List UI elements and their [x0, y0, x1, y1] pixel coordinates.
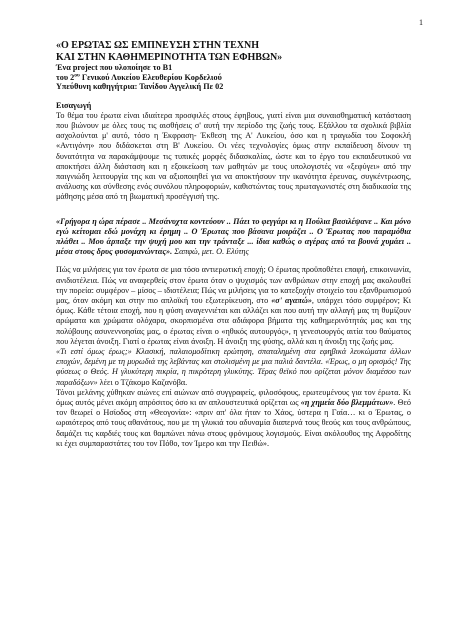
paragraph-2-text: Πώς να μιλήσεις για τον έρωτα σε μια τόσο αντιερωτική εποχή; Ο έρωτας προϋποθέτει επαφή, επικοινωνία, ανιδιοτέλεια. Πώς να αναφερθείς στον έρωτα όταν ο ψυχισμός των ανθρώπων στην εποχή μας ακολουθεί την πορεία: συμφέρον – μίσος – ιδιοτέλεια; Πώς να μιλήσεις για το κατεξοχήν στοιχείο του εξανθρωπισμού μας, όταν ακόμη και στην πιο απλοϊκή του εξωτερίκευση, στο	[56, 265, 411, 306]
intro-heading: Εισαγωγή	[56, 100, 92, 110]
paragraph-3-tail: λέει ο Τζάκομο Καζανόβα.	[97, 377, 188, 387]
paragraph-3-italic: «Τι εστί όμως έρως;» Κλασική, παλαιομοδίτικη ερώτηση, σπαταλημένη στα εφηβικά λευκώματα άλλων εποχών, δεμένη με τη μυρωδιά της λεβάντας και στολισμένη με μια παλιά δαντέλα. «Έρως, ο μη ορισμός! Της φύσεως ο Θεός. Η γλυκύτερη πικρία, η πικρότερη γλυκύτης. Τέρας θεϊκό που ορίζεται μόνον διαμέσου των παραδόξων»	[56, 347, 411, 387]
project-line-2	[56, 73, 411, 83]
paragraph-2-emphasis: «σ' αγαπώ»	[271, 296, 312, 306]
project-line-2-post: Γενικού Λυκείου Ελευθερίου Κορδελιού	[79, 72, 222, 82]
paragraph-2	[56, 265, 411, 347]
title-line-1: «Ο ΕΡΩΤΑΣ ΩΣ ΕΜΠΝΕΥΣΗ ΣΤΗΝ ΤΕΧΝΗ	[56, 40, 259, 51]
paragraph-4-pre: Τόνοι μελάνης χύθηκαν αιώνες επί αιώνων από συγγραφείς, φιλοσόφους, ερωτευμένους για τον έρωτα. Κι όμως αυτός μένει ακόμη απρόσιτος όσο κι αν απλουστευτικά ορίζεται ως	[56, 387, 411, 408]
paragraph-4-emphasis: «η χημεία δύο βλεμμάτων»	[300, 398, 394, 408]
document-body	[56, 40, 411, 449]
intro-paragraph: Το θέμα του έρωτα είναι ιδιαίτερα προσφιλές στους έφηβους, γιατί είναι μια συναισθηματική κατάσταση που βιώνουν με όλες τους τις αισθήσεις σ' αυτή την περίοδο της ζωής τους. Εξάλλου τα σχολικά βιβλία ασχολούνται μ' αυτό, τόσο η Έκφραση- Έκθεση της Α' Λυκείου, όσο και η τραγωδία του Σοφοκλή «Αντιγόνη» που διδάσκεται στη Β' Λυκείου. Οι νέες τεχνολογίες όμως στην εκπαίδευση δίνουν τη δυνατότητα να παρακάμψουμε τις τυπικές μορφές διδασκαλίας, ώστε και το έργο του εκπαιδευτικού να αποκτήσει άλλη διάσταση και η εξοικείωση των μαθητών με τους υπολογιστές να «ξεφύγει» από την παιγνιώδη λειτουργία της και να αξιοποιηθεί για να αποκτήσουν την ικανότητα έρευνας, συγκέντρωσης, ανάλυσης και σύνθεσης ενός συνόλου πληροφοριών, καθιστώντας τους πρωταγωνιστές στη διαδικασία της μάθησης μέσα από τη βιωματική προσέγγισή της.	[56, 110, 411, 202]
ordinal-superscript: ου	[74, 71, 80, 78]
project-line-2-pre: του 2	[56, 72, 75, 82]
sappho-quote	[56, 217, 411, 258]
title-line-2: ΚΑΙ ΣΤΗΝ ΚΑΘΗΜΕΡΙΝΟΤΗΤΑ ΤΩΝ ΕΦΗΒΩΝ»	[56, 51, 283, 63]
paragraph-2-tail: , υπάρχει τόσο συμφέρον; Κι όμως. Κάθε τέτοια εποχή, που η φύση αναγεννιέται και αλλάζει και που αυτή την αλλαγή μας τη θυμίζουν αρώματα και χρώματα ολόχαρα, σκορπισμένα στα αδιάφορα βήματα της καθημερινότητάς μας και της πολύβουης ασυνεννοησίας μας, ο έρωτας είναι ο «ηθικός αυτουργός», η γενεσιουργός αιτία του θαύματος που λέγεται άνοιξη. Γιατί ο έρωτας είναι άνοιξη. Η άνοιξη της φύσης, αλλά και η άνοιξη της ζωής μας.	[56, 296, 411, 346]
teacher-line: Υπεύθυνη καθηγήτρια: Τανίδου Αγγελική Πε 02	[56, 82, 224, 92]
quote-text: «Γρήγορα η ώρα πέρασε .. Μεσάνυχτα κοντεύουν .. Πάει το φεγγάρι κι η Πούλια βασιλέψανε .. Και μόνο εγώ κείτομαι εδώ μονάχη κι έρημη .. Ο Έρωτας που βάσανα μοιράζει .. Ο Έρωτας που παραμόθια πλάθει .. Μου άρπαξε την ψυχή μου και την τράνταξε ... ίδια καθώς ο αγέρας από τα βουνά χυμάει .. μέσα στους δρυς φυσομανώντας».	[56, 216, 411, 257]
paragraph-4-tail: . Θεό τον θεωρεί ο Ησίοδος στη «Θεογονία»: «πριν απ' όλα ήταν το Χάος, ύστερα η Γαία… κι ο Έρωτας, ο ωραιότερος από τους αθανάτους, που με τη γλυκιά του αδυναμία διαπερνά τους θεούς και τους ανθρώπους, δαμάζει τις καρδιές τους και θαμπώνει πάνω στους φρόνιμους λογισμούς. Είναι ακόλουθος της Αφροδίτης κι έχει συμπαραστάτες του τον Πόθο, τον Ίμερο και την Πειθώ».	[56, 398, 412, 448]
paragraph-3	[56, 347, 411, 388]
paragraph-4	[56, 388, 411, 449]
quote-attribution: Σαπφώ, μετ. Ο. Ελύτης	[174, 247, 249, 257]
page-number: 1	[419, 18, 423, 27]
project-line-1: Ένα project που υλοποίησε το Β1	[56, 63, 173, 72]
